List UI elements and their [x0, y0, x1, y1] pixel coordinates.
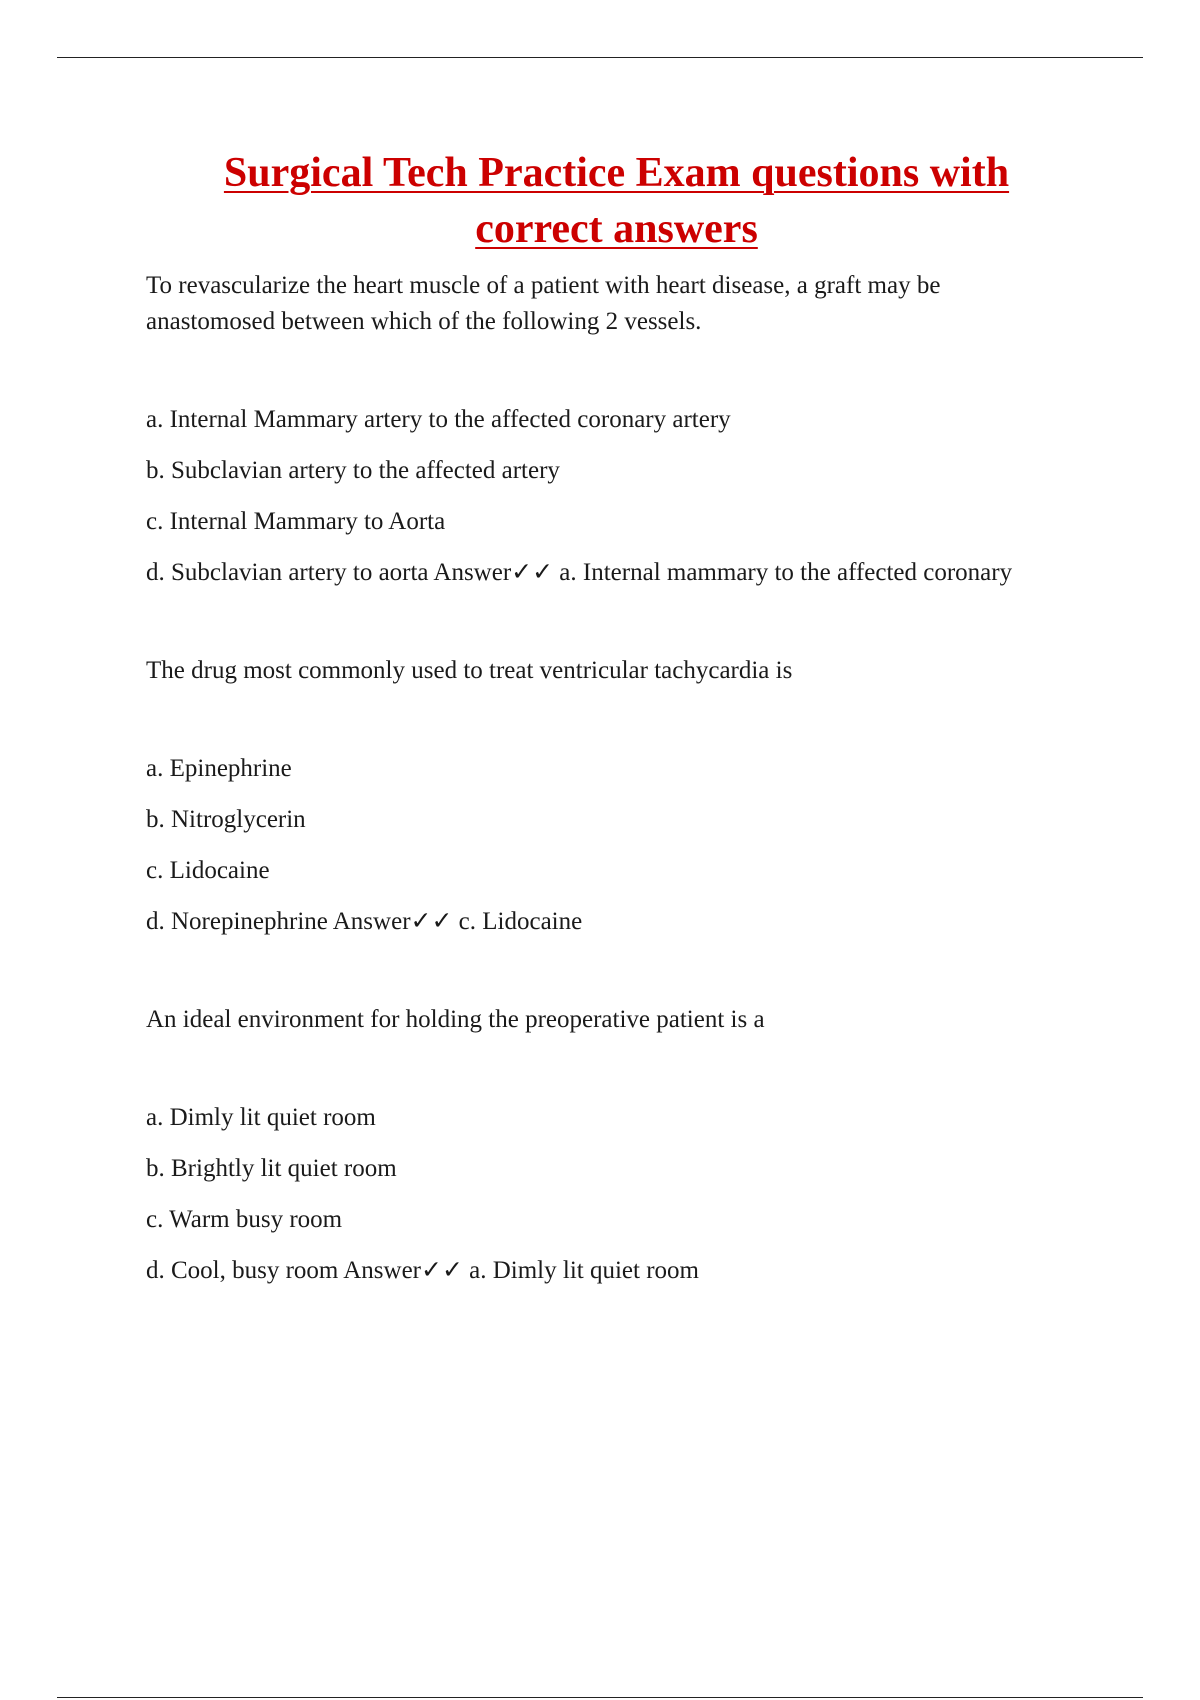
- document-title: [150, 145, 1083, 257]
- option-d-with-answer: d. Subclavian artery to aorta Answer✓✓ a. Internal mammary to the affected coronary: [146, 559, 1013, 586]
- title-line-1: Surgical Tech Practice Exam questions with: [223, 150, 1010, 196]
- answer-options: [146, 1100, 1066, 1289]
- question-text: An ideal environment for holding the preoperative patient is a: [146, 1006, 765, 1033]
- document-body: [146, 268, 1066, 1289]
- option-b: b. Subclavian artery to the affected artery: [146, 457, 560, 484]
- bottom-rule: [57, 1697, 1143, 1698]
- option-a: a. Epinephrine: [146, 755, 292, 782]
- option-b: b. Brightly lit quiet room: [146, 1155, 397, 1182]
- question-3: [146, 1002, 1066, 1289]
- top-rule: [57, 57, 1143, 58]
- answer-options: [146, 751, 1066, 940]
- option-a: a. Internal Mammary artery to the affected coronary artery: [146, 406, 731, 433]
- question-text: The drug most commonly used to treat ventricular tachycardia is: [146, 657, 793, 684]
- option-c: c. Lidocaine: [146, 857, 270, 884]
- option-a: a. Dimly lit quiet room: [146, 1104, 376, 1131]
- option-d-with-answer: d. Cool, busy room Answer✓✓ a. Dimly lit quiet room: [146, 1257, 699, 1284]
- option-c: c. Warm busy room: [146, 1206, 343, 1233]
- option-d-with-answer: d. Norepinephrine Answer✓✓ c. Lidocaine: [146, 908, 583, 935]
- question-1: [146, 268, 1066, 591]
- option-b: b. Nitroglycerin: [146, 806, 306, 833]
- option-c: c. Internal Mammary to Aorta: [146, 508, 446, 535]
- question-text: To revascularize the heart muscle of a patient with heart disease, a graft may be anastomosed between which of the following 2 vessels.: [146, 272, 941, 335]
- title-line-2: correct answers: [475, 206, 758, 252]
- answer-options: [146, 402, 1066, 591]
- question-2: [146, 653, 1066, 940]
